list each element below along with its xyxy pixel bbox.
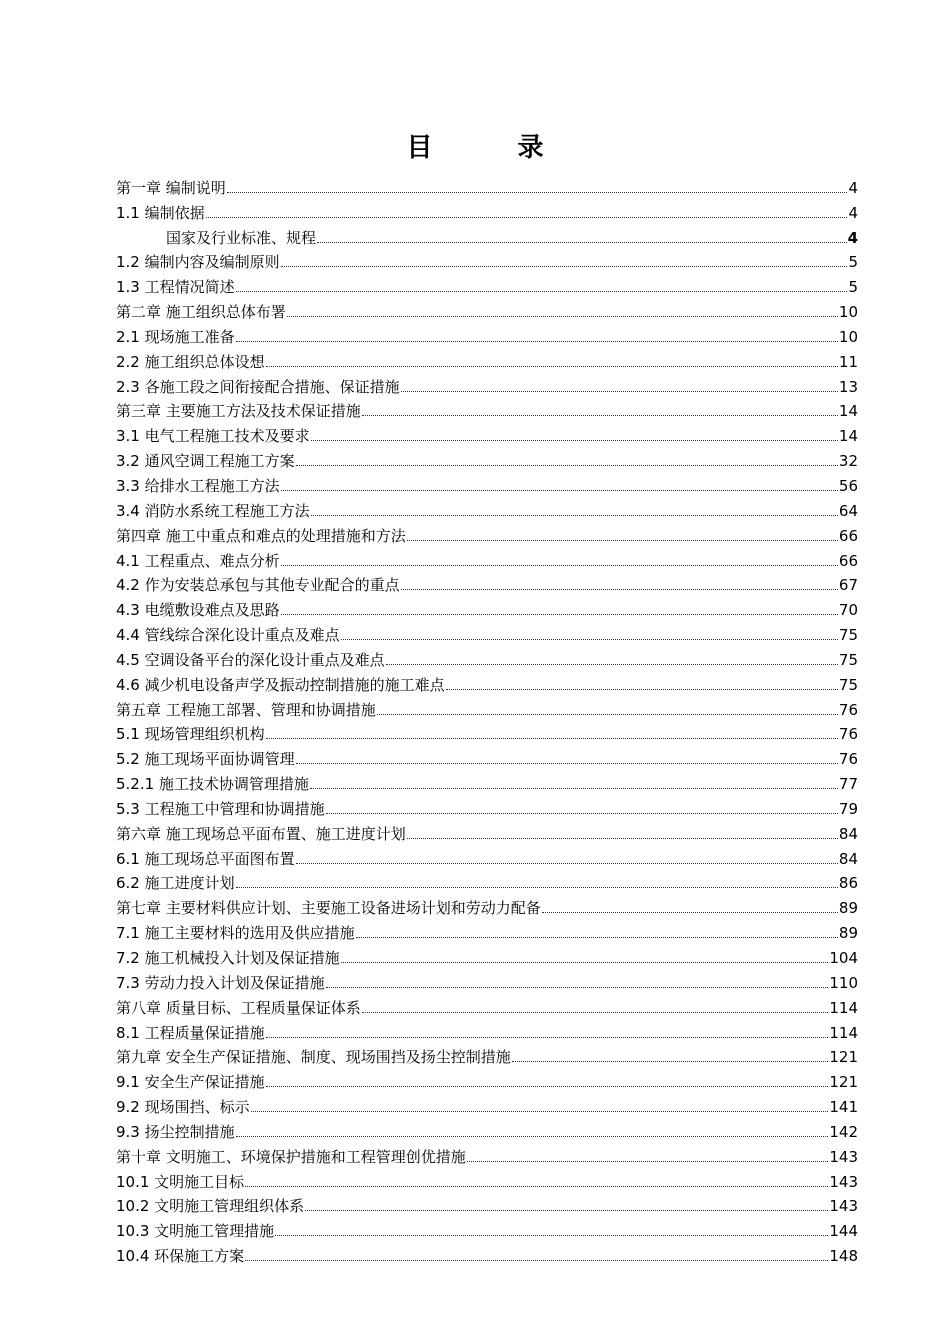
toc-entry[interactable] <box>116 1142 858 1167</box>
toc-dot-leader <box>296 862 838 864</box>
toc-entry-label: 10.1 文明施工目标 <box>116 1172 245 1191</box>
toc-entry-page-number: 66 <box>838 526 858 545</box>
toc-entry-label: 4.3 电缆敷设难点及思路 <box>116 601 280 620</box>
toc-dot-leader <box>236 1135 829 1137</box>
toc-dot-leader <box>341 961 829 963</box>
toc-entry[interactable] <box>116 1067 858 1092</box>
toc-entry-page-number: 77 <box>838 775 858 794</box>
toc-entry[interactable] <box>116 1043 858 1068</box>
toc-dot-leader <box>326 986 829 988</box>
toc-entry-page-number: 67 <box>838 576 858 595</box>
toc-entry-label: 6.2 施工进度计划 <box>116 874 235 893</box>
toc-entry[interactable] <box>116 943 858 968</box>
toc-entry[interactable] <box>116 248 858 273</box>
toc-entry-page-number: 143 <box>829 1197 858 1216</box>
table-of-contents <box>116 173 858 1266</box>
toc-entry[interactable] <box>116 571 858 596</box>
toc-entry-page-number: 110 <box>829 973 858 992</box>
toc-entry-page-number: 4 <box>847 228 858 247</box>
toc-entry-label: 5.3 工程施工中管理和协调措施 <box>116 799 325 818</box>
toc-entry-label: 第七章 主要材料供应计划、主要施工设备进场计划和劳动力配备 <box>116 899 541 918</box>
toc-entry-page-number: 143 <box>829 1172 858 1191</box>
toc-entry[interactable] <box>116 993 858 1018</box>
toc-entry-page-number: 5 <box>848 278 858 297</box>
toc-entry[interactable] <box>116 1117 858 1142</box>
toc-entry-page-number: 114 <box>829 998 858 1017</box>
toc-entry-page-number: 66 <box>838 551 858 570</box>
toc-entry-label: 5.2.1 施工技术协调管理措施 <box>116 775 309 794</box>
toc-entry[interactable] <box>116 819 858 844</box>
toc-dot-leader <box>266 1085 829 1087</box>
toc-entry-label: 第三章 主要施工方法及技术保证措施 <box>116 402 361 421</box>
toc-dot-leader <box>356 936 838 938</box>
toc-dot-leader <box>266 737 838 739</box>
toc-entry-page-number: 75 <box>838 650 858 669</box>
toc-dot-leader <box>236 886 838 888</box>
toc-dot-leader <box>407 837 838 839</box>
toc-entry-page-number: 89 <box>838 924 858 943</box>
toc-entry-label: 10.3 文明施工管理措施 <box>116 1222 275 1241</box>
toc-dot-leader <box>377 713 838 715</box>
toc-dot-leader <box>266 365 838 367</box>
toc-entry-page-number: 76 <box>838 700 858 719</box>
toc-entry[interactable] <box>116 397 858 422</box>
toc-entry-label: 3.1 电气工程施工技术及要求 <box>116 427 310 446</box>
toc-dot-leader <box>227 191 848 193</box>
toc-entry-label: 第五章 工程施工部署、管理和协调措施 <box>116 700 376 719</box>
toc-entry[interactable] <box>116 720 858 745</box>
toc-dot-leader <box>287 315 838 317</box>
toc-entry[interactable] <box>116 869 858 894</box>
toc-entry-label: 7.1 施工主要材料的选用及供应措施 <box>116 924 355 943</box>
toc-entry-page-number: 14 <box>838 402 858 421</box>
toc-entry[interactable] <box>116 695 858 720</box>
toc-dot-leader <box>296 464 838 466</box>
toc-entry[interactable] <box>116 446 858 471</box>
toc-entry-page-number: 70 <box>838 601 858 620</box>
toc-entry-label: 2.2 施工组织总体设想 <box>116 352 265 371</box>
toc-entry-page-number: 11 <box>838 352 858 371</box>
toc-entry-page-number: 143 <box>829 1147 858 1166</box>
toc-entry-label: 5.2 施工现场平面协调管理 <box>116 750 295 769</box>
toc-entry-page-number: 114 <box>829 1023 858 1042</box>
toc-entry-page-number: 10 <box>838 327 858 346</box>
toc-entry[interactable] <box>116 1241 858 1266</box>
toc-entry-label: 第十章 文明施工、环境保护措施和工程管理创优措施 <box>116 1147 466 1166</box>
toc-entry-label: 第九章 安全生产保证措施、制度、现场围挡及扬尘控制措施 <box>116 1048 511 1067</box>
toc-entry-label: 4.2 作为安装总承包与其他专业配合的重点 <box>116 576 400 595</box>
toc-entry-label: 国家及行业标准、规程 <box>166 228 317 247</box>
toc-dot-leader <box>281 265 848 267</box>
toc-dot-leader <box>251 1110 829 1112</box>
toc-dot-leader <box>281 489 838 491</box>
toc-entry-label: 4.4 管线综合深化设计重点及难点 <box>116 626 340 645</box>
toc-dot-leader <box>317 241 847 243</box>
toc-entry-label: 8.1 工程质量保证措施 <box>116 1023 265 1042</box>
toc-entry[interactable] <box>116 372 858 397</box>
toc-entry-label: 4.6 减少机电设备声学及振动控制措施的施工难点 <box>116 675 445 694</box>
toc-entry[interactable] <box>116 893 858 918</box>
toc-dot-leader <box>341 638 838 640</box>
toc-entry[interactable] <box>116 421 858 446</box>
toc-dot-leader <box>542 911 838 913</box>
toc-entry-label: 10.2 文明施工管理组织体系 <box>116 1197 305 1216</box>
toc-entry[interactable] <box>116 1018 858 1043</box>
toc-entry[interactable] <box>116 670 858 695</box>
toc-entry[interactable] <box>116 968 858 993</box>
toc-entry-page-number: 56 <box>838 476 858 495</box>
toc-dot-leader <box>275 1234 828 1236</box>
toc-entry-page-number: 144 <box>829 1222 858 1241</box>
toc-entry-label: 5.1 现场管理组织机构 <box>116 725 265 744</box>
toc-entry-page-number: 79 <box>838 799 858 818</box>
toc-entry-page-number: 4 <box>848 178 858 197</box>
toc-entry[interactable] <box>116 322 858 347</box>
toc-entry-label: 第四章 施工中重点和难点的处理措施和方法 <box>116 526 406 545</box>
toc-entry-label: 第六章 施工现场总平面布置、施工进度计划 <box>116 824 406 843</box>
toc-entry-label: 1.1 编制依据 <box>116 203 205 222</box>
toc-entry-label: 3.3 给排水工程施工方法 <box>116 476 280 495</box>
toc-dot-leader <box>512 1060 829 1062</box>
toc-entry-page-number: 84 <box>838 824 858 843</box>
toc-entry-label: 7.3 劳动力投入计划及保证措施 <box>116 973 325 992</box>
toc-dot-leader <box>407 539 838 541</box>
toc-dot-leader <box>386 663 838 665</box>
toc-entry-label: 9.2 现场围挡、标示 <box>116 1098 250 1117</box>
toc-dot-leader <box>326 812 838 814</box>
toc-entry-page-number: 89 <box>838 899 858 918</box>
toc-entry-page-number: 4 <box>848 203 858 222</box>
toc-entry-label: 4.5 空调设备平台的深化设计重点及难点 <box>116 650 385 669</box>
toc-entry[interactable] <box>116 198 858 223</box>
toc-dot-leader <box>467 1160 829 1162</box>
toc-entry-page-number: 148 <box>829 1247 858 1266</box>
toc-entry[interactable] <box>116 769 858 794</box>
toc-dot-leader <box>362 414 838 416</box>
toc-entry[interactable] <box>116 173 858 198</box>
toc-entry-page-number: 75 <box>838 675 858 694</box>
toc-dot-leader <box>266 1036 829 1038</box>
toc-dot-leader <box>311 514 838 516</box>
toc-entry[interactable] <box>116 620 858 645</box>
toc-entry-page-number: 14 <box>838 427 858 446</box>
toc-entry[interactable] <box>116 1092 858 1117</box>
toc-dot-leader <box>362 1011 829 1013</box>
toc-entry[interactable] <box>116 297 858 322</box>
toc-title: 目 录 <box>406 133 582 163</box>
toc-dot-leader <box>206 216 848 218</box>
toc-entry-page-number: 10 <box>838 303 858 322</box>
toc-dot-leader <box>236 290 848 292</box>
toc-entry-label: 1.3 工程情况简述 <box>116 278 235 297</box>
toc-entry-label: 3.4 消防水系统工程施工方法 <box>116 501 310 520</box>
toc-entry[interactable] <box>116 645 858 670</box>
toc-entry-page-number: 32 <box>838 452 858 471</box>
toc-entry[interactable] <box>116 1167 858 1192</box>
toc-entry[interactable] <box>116 223 858 248</box>
toc-dot-leader <box>401 390 838 392</box>
toc-dot-leader <box>281 613 838 615</box>
toc-entry-page-number: 141 <box>829 1098 858 1117</box>
toc-entry-page-number: 64 <box>838 501 858 520</box>
toc-entry-label: 9.3 扬尘控制措施 <box>116 1122 235 1141</box>
toc-entry-label: 第八章 质量目标、工程质量保证体系 <box>116 998 361 1017</box>
toc-entry[interactable] <box>116 546 858 571</box>
toc-dot-leader <box>311 439 838 441</box>
toc-entry-label: 6.1 施工现场总平面图布置 <box>116 849 295 868</box>
toc-entry-page-number: 75 <box>838 626 858 645</box>
toc-entry-label: 2.1 现场施工准备 <box>116 327 235 346</box>
toc-entry-page-number: 13 <box>838 377 858 396</box>
toc-dot-leader <box>401 588 838 590</box>
toc-dot-leader <box>281 564 838 566</box>
toc-entry-label: 第二章 施工组织总体布署 <box>116 303 286 322</box>
toc-entry[interactable] <box>116 471 858 496</box>
toc-entry-page-number: 121 <box>829 1048 858 1067</box>
toc-entry[interactable] <box>116 521 858 546</box>
toc-dot-leader <box>245 1259 828 1261</box>
toc-entry-page-number: 86 <box>838 874 858 893</box>
toc-entry-page-number: 142 <box>829 1122 858 1141</box>
toc-entry-page-number: 84 <box>838 849 858 868</box>
toc-entry-page-number: 5 <box>848 253 858 272</box>
toc-entry-label: 4.1 工程重点、难点分析 <box>116 551 280 570</box>
toc-entry[interactable] <box>116 794 858 819</box>
toc-entry-label: 2.3 各施工段之间衔接配合措施、保证措施 <box>116 377 400 396</box>
toc-entry[interactable] <box>116 595 858 620</box>
toc-entry[interactable] <box>116 744 858 769</box>
toc-dot-leader <box>245 1185 828 1187</box>
toc-entry[interactable] <box>116 347 858 372</box>
toc-entry-page-number: 104 <box>829 949 858 967</box>
toc-entry[interactable] <box>116 1216 858 1241</box>
toc-entry[interactable] <box>116 918 858 943</box>
toc-dot-leader <box>310 787 838 789</box>
toc-entry-label: 1.2 编制内容及编制原则 <box>116 253 280 272</box>
toc-entry-page-number: 121 <box>829 1073 858 1092</box>
toc-dot-leader <box>296 762 838 764</box>
toc-entry[interactable] <box>116 844 858 869</box>
toc-entry[interactable] <box>116 272 858 297</box>
toc-entry-label: 3.2 通风空调工程施工方案 <box>116 452 295 471</box>
toc-entry-page-number: 76 <box>838 725 858 744</box>
toc-entry-label: 10.4 环保施工方案 <box>116 1247 245 1266</box>
toc-entry[interactable] <box>116 496 858 521</box>
toc-entry-label: 第一章 编制说明 <box>116 178 226 197</box>
toc-dot-leader <box>305 1209 828 1211</box>
toc-dot-leader <box>236 340 838 342</box>
toc-entry[interactable] <box>116 1192 858 1217</box>
toc-entry-label: 7.2 施工机械投入计划及保证措施 <box>116 949 340 967</box>
toc-entry-label: 9.1 安全生产保证措施 <box>116 1073 265 1092</box>
toc-dot-leader <box>446 688 838 690</box>
toc-entry-page-number: 76 <box>838 750 858 769</box>
